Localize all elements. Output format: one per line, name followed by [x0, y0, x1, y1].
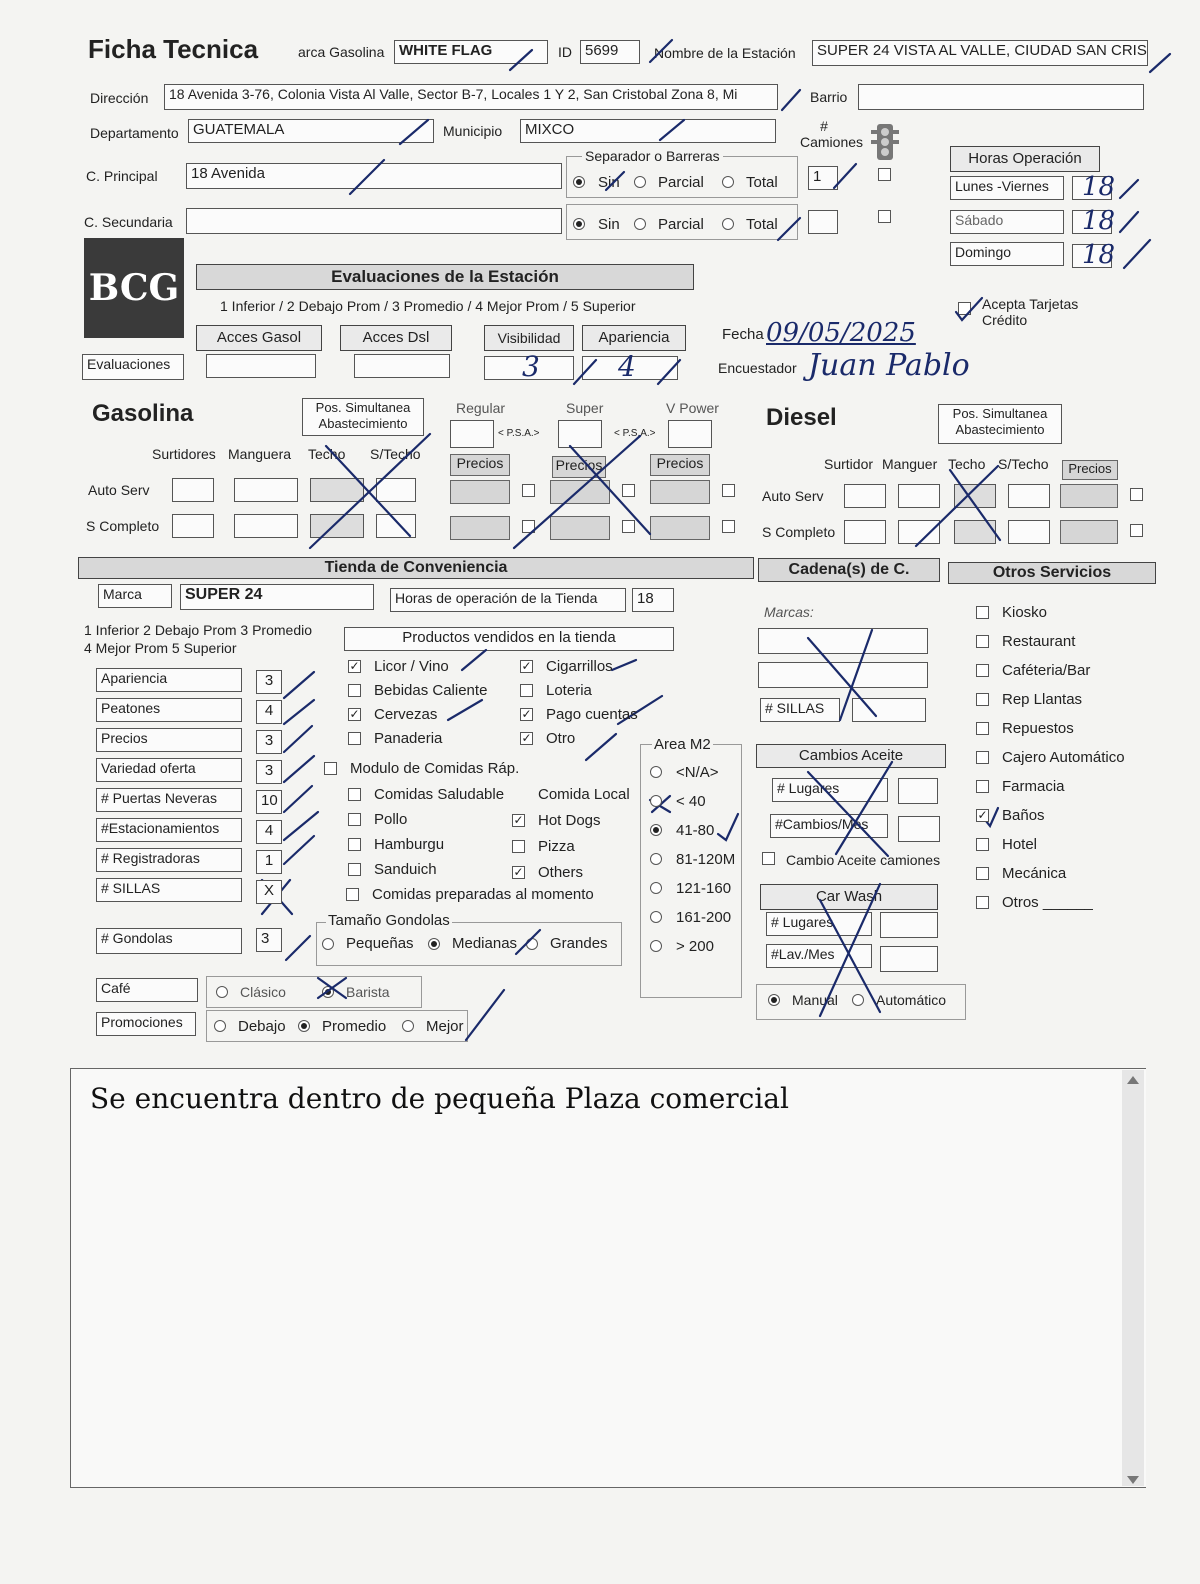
tam-medianas-label: Medianas	[452, 935, 518, 952]
sep2-total-label: Total	[746, 216, 778, 233]
otros-label: Caféteria/Bar	[1002, 662, 1091, 679]
otros-check[interactable]	[976, 780, 989, 793]
dsl-comp-stecho[interactable]	[1008, 520, 1050, 544]
secundaria-field[interactable]	[186, 208, 562, 234]
gas-auto-precio1[interactable]	[450, 480, 510, 504]
scroll-down-icon[interactable]	[1127, 1476, 1139, 1484]
gas-auto-surt[interactable]	[172, 478, 214, 502]
product-label: Panaderia	[374, 730, 443, 747]
evaluaciones-row-label: Evaluaciones	[82, 354, 184, 380]
traffic-light-icon	[870, 122, 900, 162]
barrio-label: Barrio	[810, 89, 848, 105]
departamento-label: Departamento	[90, 125, 179, 141]
preparadas-label: Comidas preparadas al momento	[372, 886, 594, 903]
gas-comp-cb1[interactable]	[522, 520, 535, 533]
cafe-barista-label: Barista	[346, 984, 390, 1000]
apariencia-value: 4	[618, 350, 636, 383]
acces-dsl-button[interactable]: Acces Dsl	[340, 325, 452, 351]
camiones-field[interactable]: 1	[808, 166, 838, 190]
comida-check[interactable]: ✓	[513, 813, 524, 827]
otros-title: Otros Servicios	[948, 562, 1156, 584]
cadena-title: Cadena(s) de C.	[758, 558, 940, 582]
product-check[interactable]	[348, 684, 361, 697]
lunes-label: Lunes -Viernes	[950, 176, 1064, 200]
otros-label: Hotel	[1002, 836, 1038, 853]
marca-field[interactable]: WHITE FLAG	[394, 40, 548, 64]
precios-regular-label: Precios	[450, 454, 510, 476]
area-label: <N/A>	[676, 764, 719, 781]
fecha-value[interactable]: 09/05/2025	[766, 318, 916, 348]
area-radio[interactable]	[650, 940, 662, 952]
precios-super-label: Precios	[552, 456, 606, 478]
comida-label: Sanduich	[374, 861, 437, 878]
separador-title: Separador o Barreras	[582, 148, 723, 164]
cw-lugares-label: # Lugares	[766, 912, 872, 936]
eval-acces-dsl-field[interactable]	[354, 354, 450, 378]
super-field[interactable]	[558, 420, 602, 448]
cambios-mes-label: #Cambios/Mes	[770, 814, 888, 838]
product-check[interactable]: ✓	[521, 707, 532, 721]
rating-field[interactable]: 4	[256, 820, 282, 844]
product-label: Pago cuentas	[546, 706, 638, 723]
otros-label: Otros ______	[1002, 894, 1093, 911]
dsl-comp-techo[interactable]	[954, 520, 996, 544]
fecha-label: Fecha	[722, 326, 764, 343]
product-check[interactable]: ✓	[521, 731, 532, 745]
product-label: Bebidas Caliente	[374, 682, 488, 699]
sep2-parcial-label: Parcial	[658, 216, 704, 233]
vpower-label: V Power	[666, 400, 719, 416]
otros-check[interactable]: ✓	[977, 808, 988, 822]
otros-label: Farmacia	[1002, 778, 1065, 795]
otros-label: Rep Llantas	[1002, 691, 1083, 708]
tienda-horas-field[interactable]: 18	[632, 588, 674, 612]
promo-promedio-label: Promedio	[322, 1018, 387, 1035]
rating-label: #Estacionamientos	[96, 818, 242, 842]
lunes-value: 18	[1082, 172, 1116, 202]
direccion-field[interactable]: 18 Avenida 3-76, Colonia Vista Al Valle, Sector B-7, Locales 1 Y 2, San Cristobal Zona 8, Mi	[164, 84, 778, 110]
gas-auto-mang[interactable]	[234, 478, 298, 502]
sep2-sin-label: Sin	[598, 216, 620, 233]
promo-label: Promociones	[96, 1012, 196, 1036]
otros-label: Baños	[1002, 807, 1045, 824]
rating-label: Variedad oferta	[96, 758, 242, 782]
area-radio[interactable]	[650, 795, 662, 807]
cambio-camiones-check[interactable]	[762, 852, 775, 865]
otros-check[interactable]	[976, 664, 989, 677]
secundaria-label: C. Secundaria	[84, 214, 173, 230]
tarjetas-label: Acepta Tarjetas Crédito	[982, 296, 1079, 328]
area-radio[interactable]	[650, 882, 662, 894]
marca-label: arca Gasolina	[298, 44, 385, 60]
area-radio[interactable]	[650, 824, 662, 836]
comida-label: Pizza	[538, 838, 575, 855]
notes-scrollbar[interactable]	[1122, 1070, 1144, 1486]
otros-check[interactable]	[976, 722, 989, 735]
product-check[interactable]	[348, 732, 361, 745]
product-check[interactable]	[520, 684, 533, 697]
diesel-manguera-label: Manguer	[882, 456, 938, 472]
comida-check[interactable]	[512, 840, 525, 853]
regular-label: Regular	[456, 400, 506, 416]
product-label: Otro	[546, 730, 576, 747]
promo-mejor-label: Mejor	[426, 1018, 464, 1035]
mangueras-label: Manguera	[228, 446, 292, 462]
diesel-stecho-label: S/Techo	[998, 456, 1049, 472]
tienda-scale1: 1 Inferior 2 Debajo Prom 3 Promedio	[84, 622, 312, 638]
domingo-label: Domingo	[950, 242, 1064, 266]
otros-check[interactable]	[976, 693, 989, 706]
marcas-label: Marcas:	[764, 604, 814, 620]
precios-vpower-label: Precios	[650, 454, 710, 476]
visibilidad-button[interactable]: Visibilidad	[484, 325, 574, 351]
rating-field[interactable]: 4	[256, 700, 282, 724]
comida-check[interactable]	[348, 863, 361, 876]
gas-comp-techo[interactable]	[310, 514, 364, 538]
comida-check[interactable]	[348, 813, 361, 826]
vpower-field[interactable]	[668, 420, 712, 448]
comida-check[interactable]	[348, 788, 361, 801]
tam-pequenas-label: Pequeñas	[346, 935, 414, 952]
area-label: > 200	[676, 938, 714, 955]
cambios-lugares-field[interactable]	[898, 778, 938, 804]
dsl-auto-techo[interactable]	[954, 484, 996, 508]
cambios-mes-field[interactable]	[898, 816, 940, 842]
acces-gasol-button[interactable]: Acces Gasol	[196, 325, 322, 351]
otros-check[interactable]	[976, 867, 989, 880]
product-check[interactable]: ✓	[349, 707, 360, 721]
marca1-field[interactable]	[758, 628, 928, 654]
psa2-label: < P.S.A.>	[614, 428, 656, 439]
gas-comp-surt[interactable]	[172, 514, 214, 538]
super-label: Super	[566, 400, 604, 416]
area-title: Area M2	[654, 736, 711, 753]
rating-field[interactable]: 1	[256, 850, 282, 874]
notes-textarea[interactable]	[70, 1068, 1146, 1488]
tienda-marca-field[interactable]: SUPER 24	[180, 584, 374, 610]
diesel-title: Diesel	[766, 404, 837, 431]
product-label: Cigarrillos	[546, 658, 613, 675]
otros-check[interactable]	[976, 635, 989, 648]
cafe-label: Café	[96, 978, 198, 1002]
otros-check[interactable]	[976, 896, 989, 909]
cadena-sillas-label: # SILLAS	[760, 698, 840, 722]
tienda-scale2: 4 Mejor Prom 5 Superior	[84, 640, 237, 656]
cw-lav-label: #Lav./Mes	[766, 944, 872, 968]
promo-promedio-radio[interactable]	[298, 1020, 310, 1032]
area-label: 81-120M	[676, 851, 736, 868]
gas-auto-cb3[interactable]	[722, 484, 735, 497]
gas-auto-cb1[interactable]	[522, 484, 535, 497]
diesel-completo-label: S Completo	[762, 524, 836, 540]
cafe-barista-radio[interactable]	[322, 986, 334, 998]
nombre-label: Nombre de la Estación	[654, 45, 796, 61]
sep1-sin-radio[interactable]	[573, 176, 585, 188]
comida-label: Hamburgu	[374, 836, 445, 853]
tienda-marca-label: Marca	[98, 584, 172, 608]
departamento-field[interactable]: GUATEMALA	[188, 119, 434, 143]
comida-label: Others	[538, 864, 584, 881]
cambios-aceite-title: Cambios Aceite	[756, 744, 946, 768]
tienda-horas-label: Horas de operación de la Tienda	[390, 588, 626, 612]
regular-field[interactable]	[450, 420, 494, 448]
municipio-label: Municipio	[443, 123, 503, 139]
apariencia-button[interactable]: Apariencia	[582, 325, 686, 351]
notes-text: Se encuentra dentro de pequeña Plaza comercial	[90, 1082, 789, 1115]
comida-label: Comidas Saludable	[374, 786, 505, 803]
cambios-lugares-label: # Lugares	[772, 778, 888, 802]
principal-label: C. Principal	[86, 168, 158, 184]
camiones2-check[interactable]	[878, 210, 891, 223]
evaluaciones-scale: 1 Inferior / 2 Debajo Prom / 3 Promedio / 4 Mejor Prom / 5 Superior	[220, 298, 636, 314]
preparadas-check[interactable]	[346, 888, 359, 901]
camiones2-field[interactable]	[808, 210, 838, 234]
municipio-field[interactable]: MIXCO	[520, 119, 776, 143]
diesel-precios-label: Precios	[1062, 460, 1118, 480]
principal-field[interactable]: 18 Avenida	[186, 163, 562, 189]
gas-auto-label: Auto Serv	[88, 482, 150, 498]
dsl-comp-cb[interactable]	[1130, 524, 1143, 537]
gasolina-title: Gasolina	[92, 400, 194, 427]
area-radio[interactable]	[650, 853, 662, 865]
page-title: Ficha Tecnica	[88, 34, 259, 64]
dsl-comp-surt[interactable]	[844, 520, 886, 544]
evaluaciones-title: Evaluaciones de la Estación	[196, 264, 694, 290]
gas-comp-cb2[interactable]	[622, 520, 635, 533]
marca2-field[interactable]	[758, 662, 928, 688]
diesel-surtidor-label: Surtidor	[824, 456, 874, 472]
tam-grandes-label: Grandes	[550, 935, 608, 952]
gas-auto-cb2[interactable]	[622, 484, 635, 497]
cw-lav-field[interactable]	[880, 946, 938, 972]
tam-pequenas-radio[interactable]	[322, 938, 334, 950]
gas-auto-precio2[interactable]	[550, 480, 610, 504]
dsl-comp-precio[interactable]	[1060, 520, 1118, 544]
domingo-value: 18	[1082, 240, 1116, 270]
area-label: 121-160	[676, 880, 732, 897]
otros-check[interactable]	[976, 606, 989, 619]
dsl-comp-mang[interactable]	[898, 520, 940, 544]
dsl-auto-stecho[interactable]	[1008, 484, 1050, 508]
area-label: 41-80	[676, 822, 715, 839]
sabado-value: 18	[1082, 206, 1116, 236]
id-label: ID	[558, 44, 572, 60]
diesel-pos-label: Pos. Simultanea Abastecimiento	[938, 404, 1062, 444]
modulo-label: Modulo de Comidas Ráp.	[350, 760, 520, 777]
comida-check[interactable]	[348, 838, 361, 851]
techo-label: Techo	[308, 446, 346, 462]
otros-check[interactable]	[976, 751, 989, 764]
gas-comp-precio1[interactable]	[450, 516, 510, 540]
area-radio[interactable]	[650, 911, 662, 923]
sep1-parcial-label: Parcial	[658, 174, 704, 191]
barrio-field[interactable]	[858, 84, 1144, 110]
tienda-title: Tienda de Conveniencia	[78, 557, 754, 579]
cw-manual-radio[interactable]	[768, 994, 780, 1006]
gondolas-field[interactable]: 3	[256, 928, 282, 952]
rating-label: # Puertas Neveras	[96, 788, 242, 812]
sep2-sin-radio[interactable]	[573, 218, 585, 230]
diesel-techo-label: Techo	[948, 456, 986, 472]
gas-comp-mang[interactable]	[234, 514, 298, 538]
sep2-parcial-radio[interactable]	[634, 218, 646, 230]
direccion-label: Dirección	[90, 90, 149, 106]
sep1-total-label: Total	[746, 174, 778, 191]
id-field[interactable]: 5699	[580, 40, 640, 64]
otros-check[interactable]	[976, 838, 989, 851]
otros-label: Kiosko	[1002, 604, 1048, 621]
promo-mejor-radio[interactable]	[402, 1020, 414, 1032]
sep1-total-radio[interactable]	[722, 176, 734, 188]
cw-auto-label: Automático	[876, 992, 947, 1008]
comida-label: Pollo	[374, 811, 408, 828]
cw-manual-label: Manual	[792, 992, 838, 1008]
gas-auto-precio3[interactable]	[650, 480, 710, 504]
rating-field[interactable]: X	[256, 880, 282, 904]
productos-title: Productos vendidos en la tienda	[344, 627, 674, 651]
area-group	[640, 744, 742, 998]
comida-local-label: Comida Local	[538, 786, 630, 803]
dsl-auto-mang[interactable]	[898, 484, 940, 508]
comida-check[interactable]: ✓	[513, 865, 524, 879]
encuestador-label: Encuestador	[718, 360, 797, 376]
scroll-up-icon[interactable]	[1127, 1076, 1139, 1084]
tam-medianas-radio[interactable]	[428, 938, 440, 950]
rating-field[interactable]: 10	[256, 790, 282, 814]
otros-label: Cajero Automático	[1002, 749, 1125, 766]
surtidores-label: Surtidores	[152, 446, 216, 462]
promo-debajo-label: Debajo	[238, 1018, 286, 1035]
eval-acces-gasol-field[interactable]	[206, 354, 316, 378]
modulo-check[interactable]	[324, 762, 337, 775]
dsl-auto-surt[interactable]	[844, 484, 886, 508]
promo-debajo-radio[interactable]	[214, 1020, 226, 1032]
product-label: Cervezas	[374, 706, 438, 723]
gondolas-label: # Gondolas	[96, 928, 242, 954]
rating-field[interactable]: 3	[256, 670, 282, 694]
gas-comp-stecho[interactable]	[376, 514, 416, 538]
cw-auto-radio[interactable]	[852, 994, 864, 1006]
tamano-title: Tamaño Gondolas	[328, 912, 450, 929]
cafe-clasico-label: Clásico	[240, 984, 286, 1000]
rating-label: Apariencia	[96, 668, 242, 692]
gas-comp-precio3[interactable]	[650, 516, 710, 540]
tarjetas-check[interactable]	[958, 302, 971, 315]
otros-label: Restaurant	[1002, 633, 1076, 650]
cadena-sillas-field[interactable]	[852, 698, 926, 722]
gasolina-pos-label: Pos. Simultanea Abastecimiento	[302, 398, 424, 436]
rating-label: # SILLAS	[96, 878, 242, 902]
cambio-camiones-label: Cambio Aceite camiones	[786, 852, 941, 868]
otros-label: Repuestos	[1002, 720, 1074, 737]
product-check[interactable]: ✓	[349, 659, 360, 673]
tam-grandes-radio[interactable]	[526, 938, 538, 950]
bcg-logo: BCG	[84, 238, 184, 338]
rating-label: Peatones	[96, 698, 242, 722]
diesel-auto-label: Auto Serv	[762, 488, 824, 504]
nombre-field[interactable]: SUPER 24 VISTA AL VALLE, CIUDAD SAN CRIS	[812, 40, 1148, 66]
gas-comp-precio2[interactable]	[550, 516, 610, 540]
product-check[interactable]: ✓	[521, 659, 532, 673]
area-label: 161-200	[676, 909, 732, 926]
gas-completo-label: S Completo	[86, 518, 160, 534]
sep1-sin-label: Sin	[598, 174, 620, 191]
dsl-auto-cb[interactable]	[1130, 488, 1143, 501]
stecho-label: S/Techo	[370, 446, 421, 462]
psa1-label: < P.S.A.>	[498, 428, 540, 439]
comida-label: Hot Dogs	[538, 812, 601, 829]
sabado-label: Sábado	[950, 210, 1064, 234]
rating-field[interactable]: 3	[256, 730, 282, 754]
gas-auto-techo[interactable]	[310, 478, 364, 502]
sep1-parcial-radio[interactable]	[634, 176, 646, 188]
area-radio[interactable]	[650, 766, 662, 778]
encuestador-value[interactable]: Juan Pablo	[808, 348, 970, 383]
product-label: Loteria	[546, 682, 592, 699]
otros-label: Mecánica	[1002, 865, 1067, 882]
cw-lugares-field[interactable]	[880, 912, 938, 938]
camiones-check[interactable]	[878, 168, 891, 181]
visibilidad-value: 3	[522, 350, 540, 383]
camiones-label: # Camiones	[800, 118, 864, 150]
carwash-title: Car Wash	[760, 884, 938, 910]
rating-field[interactable]: 3	[256, 760, 282, 784]
cafe-clasico-radio[interactable]	[216, 986, 228, 998]
sep2-total-radio[interactable]	[722, 218, 734, 230]
gas-comp-cb3[interactable]	[722, 520, 735, 533]
gas-auto-stecho[interactable]	[376, 478, 416, 502]
horas-title: Horas Operación	[950, 146, 1100, 172]
dsl-auto-precio[interactable]	[1060, 484, 1118, 508]
rating-label: Precios	[96, 728, 242, 752]
product-label: Licor / Vino	[374, 658, 449, 675]
rating-label: # Registradoras	[96, 848, 242, 872]
area-label: < 40	[676, 793, 706, 810]
